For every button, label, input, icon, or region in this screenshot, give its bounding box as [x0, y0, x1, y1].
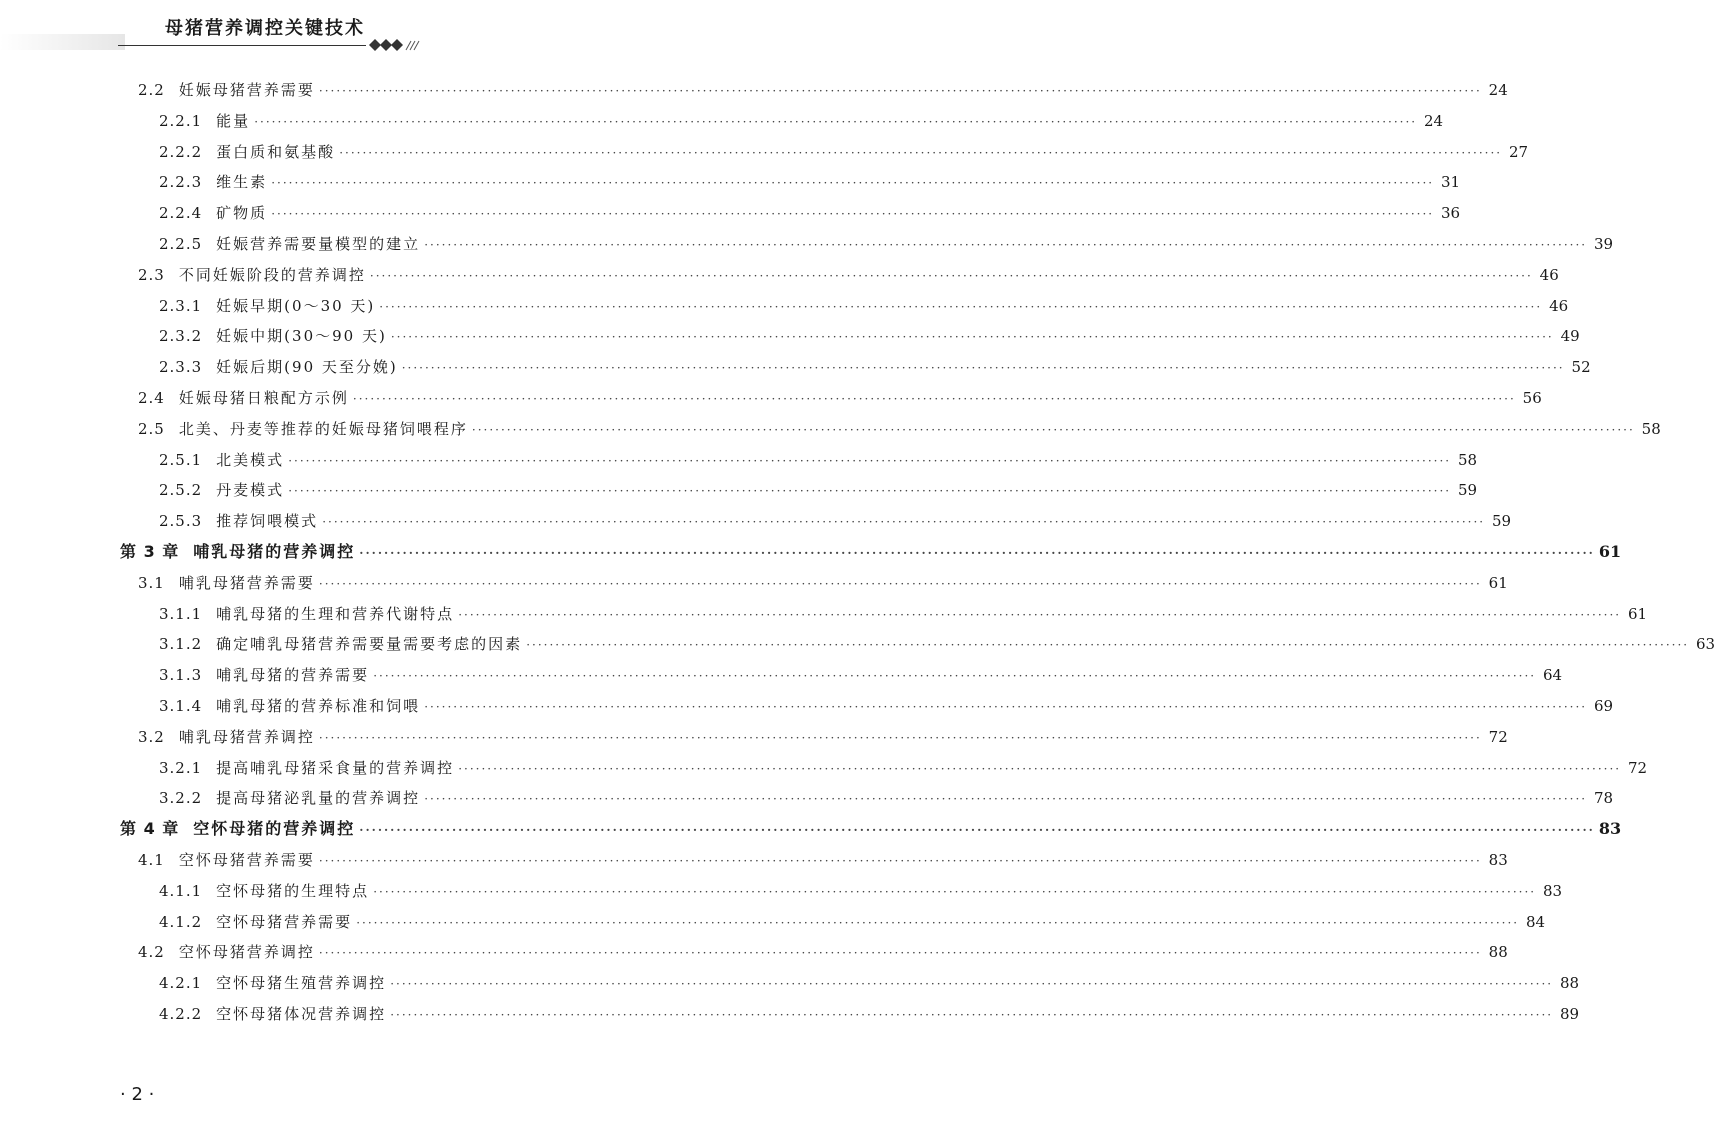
entry-page-number: 83: [1598, 819, 1622, 839]
entry-title: 妊娠母猪日粮配方示例: [178, 389, 349, 407]
header-rule: [118, 45, 366, 46]
entry-number: 2.3.3: [159, 358, 203, 377]
dot-leader: ········································································································································································································: [271, 176, 1435, 191]
entry-number: 2.2.5: [159, 235, 203, 253]
entry-number: 4.1.1: [159, 881, 203, 900]
entry-title: 提高哺乳母猪采食量的营养调控: [216, 758, 455, 777]
dot-leader: ········································································································································································································: [458, 607, 1622, 622]
entry-page-number: 61: [1488, 573, 1508, 592]
entry-page-number: 58: [1641, 419, 1661, 438]
toc-entry-2.5.3[interactable]: [159, 508, 1512, 534]
entry-page-number: 83: [1488, 851, 1508, 869]
dot-leader: ········································································································································································································: [318, 576, 1482, 591]
entry-page-number: 59: [1457, 481, 1478, 500]
entry-page-number: 84: [1525, 912, 1546, 931]
entry-number: 2.3.2: [159, 327, 203, 346]
toc-entry-2.2.2[interactable]: [159, 139, 1529, 165]
entry-page-number: 64: [1542, 666, 1563, 685]
entry-number: 2.2.2: [159, 142, 203, 161]
dot-leader: ········································································································································································································: [424, 700, 1588, 714]
entry-number: 3.1.1: [159, 604, 203, 623]
toc-entry-2.5[interactable]: [138, 416, 1661, 442]
toc-entry-3.1.1[interactable]: [159, 601, 1648, 627]
entry-number: 第 3 章: [120, 542, 180, 561]
toc-entry-3.2.1[interactable]: [159, 755, 1648, 781]
entry-number: 3.2.1: [159, 758, 203, 777]
dot-leader: ········································································································································································································: [373, 669, 1537, 684]
entry-title: 哺乳母猪营养调控: [178, 727, 315, 746]
entry-title: 确定哺乳母猪营养需要量需要考虑的因素: [216, 635, 523, 654]
entry-title: 空怀母猪营养调控: [178, 943, 315, 962]
toc-entry-2.3.3[interactable]: [159, 354, 1591, 380]
entry-number: 3.2: [138, 727, 165, 746]
toc-entry-2.4[interactable]: [138, 385, 1542, 411]
toc-entry-4.1.1[interactable]: [159, 878, 1563, 904]
toc-entry-2.2[interactable]: [138, 77, 1508, 103]
entry-title: 哺乳母猪的营养需要: [216, 666, 370, 685]
entry-title: 丹麦模式: [216, 481, 285, 500]
dot-leader: ········································································································································································································: [369, 268, 1533, 283]
entry-number: 2.2: [138, 81, 165, 99]
toc-entry-2.3.2[interactable]: [159, 323, 1580, 349]
dot-leader: ········································································································································································································: [288, 484, 1452, 499]
dot-leader: ········································································································································································································: [390, 1008, 1554, 1022]
entry-page-number: 46: [1539, 265, 1559, 284]
toc-entry-3.2[interactable]: [138, 724, 1508, 750]
toc-entry-3[interactable]: [120, 539, 1622, 565]
dot-leader: ········································································································································································································: [356, 915, 1520, 930]
dot-leader: ········································································································································································································: [288, 453, 1452, 468]
dot-leader: ········································································································································································································: [318, 854, 1482, 868]
dot-leader: ········································································································································································································: [322, 515, 1486, 530]
entry-title: 维生素: [216, 173, 268, 192]
dot-leader: ········································································································································································································: [271, 207, 1435, 222]
entry-page-number: 36: [1440, 204, 1461, 223]
toc-entry-3.1.2[interactable]: [159, 631, 1715, 657]
entry-page-number: 89: [1559, 1005, 1580, 1023]
entry-page-number: 49: [1560, 327, 1580, 346]
entry-page-number: 88: [1488, 943, 1508, 962]
dot-leader: ········································································································································································································: [352, 392, 1516, 406]
toc-entry-2.5.2[interactable]: [159, 477, 1478, 503]
dot-leader: ········································································································································································································: [318, 84, 1482, 98]
entry-number: 4.2.1: [159, 974, 203, 993]
entry-title: 空怀母猪营养需要: [178, 851, 315, 869]
dot-leader: ········································································································································································································: [458, 761, 1622, 776]
entry-number: 2.2.4: [159, 204, 203, 223]
entry-title: 蛋白质和氨基酸: [216, 142, 336, 161]
dot-leader: ········································································································································································································: [424, 238, 1588, 252]
toc-entry-2.3.1[interactable]: [159, 293, 1569, 319]
entry-title: 不同妊娠阶段的营养调控: [178, 265, 366, 284]
entry-page-number: 46: [1549, 296, 1569, 315]
entry-number: 3.1.3: [159, 666, 203, 685]
toc-entry-4[interactable]: [120, 816, 1622, 842]
toc-entry-2.2.5[interactable]: [159, 231, 1614, 257]
entry-title: 哺乳母猪的生理和营养代谢特点: [216, 604, 455, 623]
dot-leader: ········································································································································································································: [401, 361, 1565, 376]
entry-title: 妊娠母猪营养需要: [178, 81, 315, 99]
entry-number: 4.1: [138, 851, 165, 869]
dot-leader: ········································································································································································································: [373, 884, 1537, 899]
dot-leader: ········································································································································································································: [318, 946, 1482, 961]
diamond-ornament-icon: [366, 35, 436, 55]
entry-page-number: 59: [1491, 512, 1512, 531]
entry-title: 空怀母猪营养需要: [216, 912, 353, 931]
entry-number: 2.2.3: [159, 173, 203, 192]
entry-title: 推荐饲喂模式: [216, 512, 319, 531]
dot-leader: ········································································································································································································: [339, 145, 1503, 160]
entry-title: 北美、丹麦等推荐的妊娠母猪饲喂程序: [178, 419, 468, 438]
entry-number: 4.2: [138, 943, 165, 962]
entry-title: 矿物质: [216, 204, 268, 223]
entry-number: 2.5.2: [159, 481, 203, 500]
entry-title: 能量: [216, 111, 251, 130]
toc-entry-4.1[interactable]: [138, 847, 1508, 873]
page-number: · 2 ·: [120, 1084, 155, 1105]
entry-number: 4.2.2: [159, 1005, 203, 1023]
entry-page-number: 27: [1508, 142, 1529, 161]
entry-number: 3.1: [138, 573, 165, 592]
dot-leader: ········································································································································································································: [390, 977, 1554, 992]
entry-page-number: 61: [1627, 604, 1648, 623]
toc-entry-2.2.1[interactable]: [159, 108, 1444, 134]
dot-leader: ········································································································································································································: [379, 299, 1543, 314]
entry-number: 2.4: [138, 389, 165, 407]
entry-page-number: 63: [1695, 635, 1715, 654]
entry-page-number: 72: [1488, 727, 1508, 746]
entry-number: 2.5.1: [159, 450, 203, 469]
entry-number: 4.1.2: [159, 912, 203, 931]
toc-entry-2.3[interactable]: [138, 262, 1559, 288]
entry-title: 哺乳母猪营养需要: [178, 573, 315, 592]
entry-page-number: 72: [1627, 758, 1648, 777]
entry-title: 妊娠早期(0～30 天): [216, 296, 376, 315]
running-header: [0, 0, 800, 60]
entry-number: 2.2.1: [159, 111, 203, 130]
entry-page-number: 58: [1457, 450, 1478, 469]
header-band: [0, 34, 125, 50]
entry-title: 提高母猪泌乳量的营养调控: [216, 789, 421, 808]
toc-entry-4.2.2[interactable]: [159, 1001, 1580, 1027]
toc-entry-4.2.1[interactable]: [159, 970, 1580, 996]
entry-page-number: 83: [1542, 881, 1563, 900]
entry-number: 2.3: [138, 265, 165, 284]
entry-page-number: 88: [1559, 974, 1580, 993]
entry-number: 3.2.2: [159, 789, 203, 808]
entry-page-number: 56: [1522, 389, 1542, 407]
entry-number: 2.5.3: [159, 512, 203, 531]
toc-entry-3.1.3[interactable]: [159, 662, 1563, 688]
toc-entry-3.1.4[interactable]: [159, 693, 1614, 719]
toc-entry-2.2.3[interactable]: [159, 169, 1461, 195]
entry-title: 北美模式: [216, 450, 285, 469]
toc-entry-3.1[interactable]: [138, 570, 1508, 596]
entry-number: 2.5: [138, 419, 165, 438]
entry-number: 3.1.4: [159, 697, 203, 715]
dot-leader: ········································································································································································································: [359, 546, 1595, 560]
entry-title: 妊娠营养需要量模型的建立: [216, 235, 421, 253]
dot-leader: ········································································································································································································: [359, 823, 1595, 838]
dot-leader: ········································································································································································································: [424, 792, 1588, 807]
entry-title: 妊娠后期(90 天至分娩): [216, 358, 398, 377]
entry-page-number: 69: [1593, 697, 1614, 715]
toc-entry-4.2[interactable]: [138, 939, 1508, 965]
entry-number: 第 4 章: [120, 819, 180, 839]
entry-number: 2.3.1: [159, 296, 203, 315]
entry-page-number: 78: [1593, 789, 1614, 808]
entry-page-number: 39: [1593, 235, 1614, 253]
toc-entry-3.2.2[interactable]: [159, 785, 1614, 811]
toc-entry-2.5.1[interactable]: [159, 447, 1478, 473]
entry-title: 哺乳母猪的营养调控: [193, 542, 356, 561]
dot-leader: ········································································································································································································: [471, 422, 1635, 437]
entry-title: 妊娠中期(30～90 天): [216, 327, 387, 346]
entry-page-number: 31: [1440, 173, 1461, 192]
toc-entry-4.1.2[interactable]: [159, 909, 1546, 935]
entry-title: 哺乳母猪的营养标准和饲喂: [216, 697, 421, 715]
entry-page-number: 24: [1488, 81, 1508, 99]
dot-leader: ········································································································································································································: [254, 114, 1418, 129]
toc-entry-2.2.4[interactable]: [159, 200, 1461, 226]
entry-page-number: 24: [1423, 111, 1444, 130]
entry-title: 空怀母猪的生理特点: [216, 881, 370, 900]
dot-leader: ········································································································································································································: [390, 330, 1554, 345]
book-title: 母猪营养调控关键技术: [165, 18, 365, 39]
entry-title: 空怀母猪生殖营养调控: [216, 974, 387, 993]
dot-leader: ········································································································································································································: [318, 730, 1482, 745]
entry-title: 空怀母猪的营养调控: [193, 819, 356, 839]
entry-title: 空怀母猪体况营养调控: [216, 1005, 387, 1023]
entry-page-number: 61: [1598, 542, 1622, 561]
entry-page-number: 52: [1571, 358, 1591, 377]
entry-number: 3.1.2: [159, 635, 203, 654]
dot-leader: ········································································································································································································: [526, 638, 1690, 653]
